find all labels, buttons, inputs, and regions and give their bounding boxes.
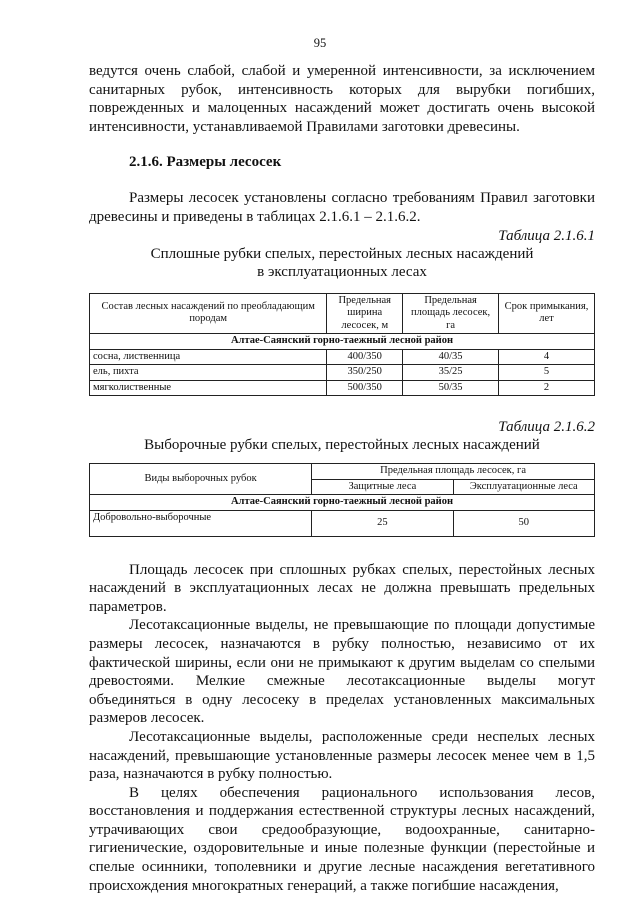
table2 xyxy=(89,463,595,537)
table-cell: мягколиственные xyxy=(90,380,327,396)
table2-header-row xyxy=(90,464,595,480)
table2-label: Таблица 2.1.6.2 xyxy=(498,419,595,436)
table1-header-cell: Состав лесных насаждений по преобладающим породам xyxy=(90,293,327,334)
table2-header-group: Предельная площадь лесосек, га xyxy=(312,464,595,480)
table2-block xyxy=(89,418,595,537)
table2-header-cell: Виды выборочных рубок xyxy=(90,464,312,495)
table-row xyxy=(90,365,595,381)
table-cell: ель, пихта xyxy=(90,365,327,381)
table-cell: Добровольно-выборочные xyxy=(90,510,312,536)
page-number: 95 xyxy=(313,36,327,50)
table1-region-cell: Алтае-Саянский горно-таежный лесной район xyxy=(90,334,595,350)
table2-subheader-cell: Эксплуатационные леса xyxy=(453,479,594,495)
table-cell: 4 xyxy=(499,349,595,365)
table-cell: 2 xyxy=(499,380,595,396)
body-paragraph: В целях обеспечения рационального использования лесов, восстановления и поддержания естественной структуры лесных насаждений, утрачивающих свои средообразующие, водоохранные, санитарно-гигиенические, оздоровительные и иные полезные функции (перестойные и спелые осинники, тополевники и другие лесные насаждения вегетативного происхождения многократных генераций, а также погибшие насаждения, xyxy=(89,784,595,894)
table2-region-row xyxy=(90,495,595,511)
table-cell: 35/25 xyxy=(403,365,499,381)
table1-title-line1: Сплошные рубки спелых, перестойных лесных насаждений xyxy=(150,245,534,262)
section-paragraph: Размеры лесосек установлены согласно требованиям Правил заготовки древесины и приведены в таблицах 2.1.6.1 – 2.1.6.2. xyxy=(89,190,595,225)
table-cell: 400/350 xyxy=(327,349,403,365)
table-row xyxy=(90,510,595,536)
table-cell: 40/35 xyxy=(403,349,499,365)
table-cell: 5 xyxy=(499,365,595,381)
table-cell: 500/350 xyxy=(327,380,403,396)
table-row xyxy=(90,380,595,396)
table1-header-cell: Предельная площадь лесосек, га xyxy=(403,293,499,334)
table1-title-line2: в эксплуатационных лесах xyxy=(257,263,427,280)
table2-subheader-cell: Защитные леса xyxy=(312,479,453,495)
table1-region-row xyxy=(90,334,595,350)
body-paragraph: Лесотаксационные выделы, не превышающие по площади допустимые размеры лесосек, назначаются в рубку полностью, независимо от их фактической ширины, если они не примыкают к другим выделам со спелыми древостоями. Мелкие смежные лесотаксационные выделы могут объединяться в одну лесосеку в пределах установленных максимальных размеров лесосек. xyxy=(89,617,595,727)
table1-header-cell: Срок примыкания, лет xyxy=(499,293,595,334)
table1 xyxy=(89,293,595,397)
table-row xyxy=(90,349,595,365)
body-paragraph: Площадь лесосек при сплошных рубках спелых, перестойных лесных насаждений в эксплуатационных лесах не должна превышать предельных параметров. xyxy=(89,561,595,615)
page-content xyxy=(89,62,595,895)
table1-header-row xyxy=(90,293,595,334)
body-paragraph: Лесотаксационные выделы, расположенные среди неспелых лесных насаждений, превышающие установленные размеры лесосек менее чем в 1,5 раза, назначаются в рубку полностью. xyxy=(89,728,595,783)
table2-title: Выборочные рубки спелых, перестойных лесных насаждений xyxy=(144,437,540,454)
intro-paragraph: ведутся очень слабой, слабой и умеренной интенсивности, за исключением санитарных рубок, интенсивность которых для вырубки погибших, поврежденных и малоценных насаждений может достигать очень высокой интенсивности, устанавливаемой Правилами заготовки древесины. xyxy=(89,63,595,135)
table1-header-cell: Предельная ширина лесосек, м xyxy=(327,293,403,334)
table1-block xyxy=(89,227,595,397)
table2-region-cell: Алтае-Саянский горно-таежный лесной район xyxy=(90,495,595,511)
section-heading: 2.1.6. Размеры лесосек xyxy=(129,154,282,171)
table-cell: 50/35 xyxy=(403,380,499,396)
table-cell: 50 xyxy=(453,510,594,536)
table-cell: сосна, лиственница xyxy=(90,349,327,365)
table-cell: 25 xyxy=(312,510,453,536)
table-cell: 350/250 xyxy=(327,365,403,381)
table1-label: Таблица 2.1.6.1 xyxy=(498,227,595,244)
